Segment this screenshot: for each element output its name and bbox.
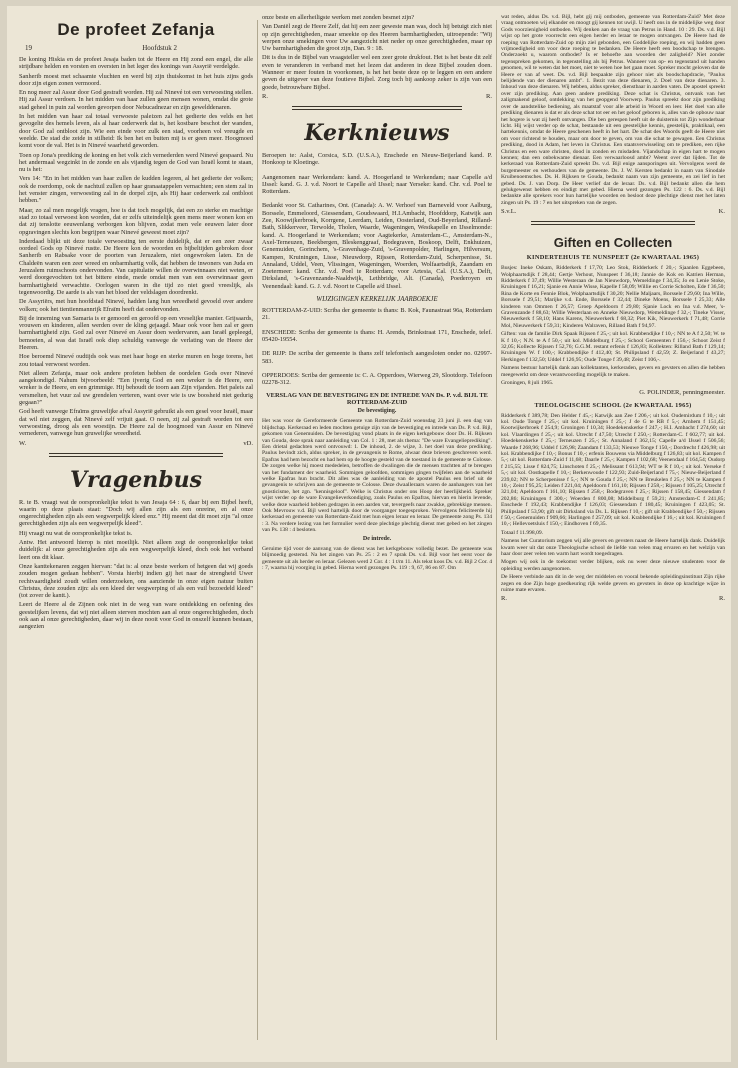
signature-line <box>19 440 253 447</box>
vragenbus-body <box>19 499 253 631</box>
paragraph: R. te B. vraagt wat de oorspronkelijke tekst is van Jesaja 64 : 6, daar bij een Bijbel heeft, waarin op deze plaats staat: "Doch wij allen zijn als een onreine, en al onze ongerechtigheden zijn als een wegwerpelijk kleed enz." Hij meent dat dit moet zijn "al onze gerechtigheden zijn als een wegwerpelijk kleed". <box>19 498 253 528</box>
paragraph: Groningen, 8 juli 1965. <box>501 380 554 387</box>
column-right <box>501 6 725 1056</box>
chapter-number: 19 <box>25 44 32 52</box>
paragraph: Vers 14: "En in het midden van haar zullen de kudden legeren, al het gedierte der volken; ook de roerdomp, ook de nachtuil zullen op haar granaatappelen vernachten; een stem zal in het venster zingen, verwoesting zal in de dorpel zijn, als Hij haar cederwerk zal ontbloot hebben." <box>19 175 253 205</box>
signature-right: G. POLINDER, penningmeester. <box>639 388 725 396</box>
paragraph: Leert de Heere al de Zijnen ook niet in de weg van ware ontdekking en oefening des geestelijken levens, dat wij niet alleen sterven mochten aan al onze ongerechtigheden, doch ook aan al onze gerechtigheden, daar wij in deze nooit voor God in onszelf kunnen bestaan, aangezien <box>19 601 253 631</box>
school-body <box>501 413 725 594</box>
signature-left: R. <box>262 92 268 100</box>
column-middle <box>262 6 492 1056</box>
paragraph: In het midden van haar zal totaal verwoeste paleizen zal het gedierte des velds en het gevogelte des hemels leven, als al haar cederwerk dat is, het kostbare beschot der wanden, door God zal ontbloot zijn. Wie een einde voor zulk een stad, voorheen vol vreugde en weelde. De stad die zeide in stilheid: Ik ben het en buiten mij is er geen meer. Hoogmoed komt voor de val. Het is in Ninevé waarheid geworden. <box>19 113 253 150</box>
signature-left: W. <box>19 439 27 447</box>
signature-right: R. <box>719 595 725 603</box>
signature-line <box>501 389 725 396</box>
paragraph: Namens het Curatorium zeggen wij alle gevers en gevsters naast de Heere hartelijk dank. Duidelijk kwam weer uit dat onze Theologische school de liefde van velen mag ervaren en het welzijn van haar door zeer velen ten warm hart wordt toegedragen. <box>501 538 725 558</box>
paragraph: Giften: van de familie Dirk Spaak Rijssen f 25,-; uit kol. Krabbendijke f 10,-; NN te A f 2,50; W. te K f 10,-; N.N. te A f 50,-; uit kol. Middelburg f 25,-; School Gemeenten f 156,-; Schoot Zeist f 32,05; Kollecte Rijssen f 52,76; G.G.M. restant erfenis f 126,83; Kollekten: Rilland Bath f 129,14; Kruiningen W. f 100,-; Krabbendijke f 412,40; St. Philipsland f 42,59; Z. Beijerland f 43,27; Herkingen f 132,50; Uddel f 126,95; Oude Tonge f 39,48; Zeist f 106,-. <box>501 331 725 363</box>
address-entry: OPPERDOES: Scriba der gemeente is: C. A. Opperdoes, Wierweg 29, Slootdorp. Telefoon 02278-312. <box>262 371 492 387</box>
column-left <box>19 6 253 1056</box>
article-title: De profeet Zefanja <box>57 20 215 39</box>
vragenbus-title: Vragenbus <box>69 466 203 493</box>
intrede-body <box>262 546 492 572</box>
paragraph: Hoe beroemd Ninevé oudtijds ook was met haar hoge en sterke muren en hoge torens, het zou totaal verwoest worden. <box>19 353 253 368</box>
divider <box>49 453 223 457</box>
paragraph: De koning Hiskia en de profeet Jesaja baden tot de Heere en Hij zond een engel, die alle strijdbare helden en vorsten en oversten in het leger des konings van Assyrië verdelgde. <box>19 56 253 71</box>
newspaper-page <box>7 6 731 1062</box>
verslag-heading: VERSLAG VAN DE BEVESTIGING EN DE INTREDE VAN Ds. P. v.d. BIJL TE ROTTERDAM-ZUID <box>266 392 488 407</box>
paragraph: Ridderkerk f 389,78; Den Helder f 45,-; Katwijk aan Zee f 206,-; uit kol. Oudemirdum f 10,-; uit kol. Oude Tonge f 25,-; uit kol. Kruiningen f 25,-; J de G te RB f 5,-; Arnhem f 151,45; Kootwijkerbroek f 254,9; Groningen f 10,34; Hoedekenskerke f 247,-; H.I. Ambacht f 274,60; uit kol. Vlaardingen f 25,-; uit kol. Utrecht f 47,50; Utrecht f 250,-; Rotterdam-C. f 602,77; uit kol. Hoedekenskerke f 25,-; Terneuzen f 25,-; St. Annaland f 362,15; Capelle a/d IJssel f 506,56; Waarde f 268,96; Uddel f 126,98; Zaandam f 133,53; Nieuwe Tonge f 150,-; Dordrecht f 426,98; uit kol. Krabbendijke f 10,-; Bonus f 10,-; erfenis Bouwens via Middelburg f 126,83; uit kol. Kampen f 5,-; uit kol. Rotterdam-Zuid f 11,68; Daarle f 25,-; Kampen f 102,68; Veenendaal f 164,54; Oudorp f 215,55; Lisse f 824,75; Linschoten f 25,-; Melissant f 613,94; WT te R f 10,-; uit kol. Yerseke f 5,-; uit kol. Oostkapelle f 10,-; Berkenwoude f 122,93; Zuid-Beijerland f 75,-; Nieuw-Beijerland f 239,02; NN te Scherpenisse f 5,-; NN te Gouda f 25,-; NN te Breukelen f 25,-; NN te Kampen f 10,-; Zeist f 95,25; Leiden f 221,04; Apeldoorn f 161,10; Rijssen f 258,-; Rijssen f 105,25; Utrecht f 321,04; Apeldoorn f 161,10; Rijssen f 258,-; Bodegraven f 25,-; Rijssen f 158,45; Giessendam f 202,86; Kruiningen f 300,-; Woerden f 800,08; Middelburg f 59,21; Amsterdam-C f 241,85; Enschede f 192,43; Krabbendijke f 126,03; Giessendam f 180,45; Kruiningen f 423,05; St. Philipsland f 53,90; gift uit Dirksland via Ds. L. Rijksen f 10,-; gift uit Krabbendijke f 50,-; Rijssen f 50,-; Genemuiden f 909,66; Harlingen f 257,09; uit kol. Krabbendijke f 16,-; uit kol. Kruiningen f 10,-; Hellevoetsluis f 150,-; Eindhoven f 69,35. <box>501 412 725 528</box>
paragraph: God heeft vanwege Efraïms gruwelijke afval Assyrië gebruikt als een gesel voor Israël, maar dat wil niet zeggen, dat Ninevé zelf vrijuit gaat. O neen, zij zal gestraft worden tot een verwoesting, droog als een woestijn. De Heere zal de hoogmoed van Assur en Ninevé vernederen, vanwege hun gruwelijke wreedheid. <box>19 408 253 438</box>
paragraph: wat reden, aldus Ds. v.d. Bijl, hebt gij mij ontboden, gemeente van Rotterdam-Zuid? Met deze vraag ontmoeten wij elkander en moogt gij kennen tot uwijl. U heeft ons in de middelijke weg door Gods voorzienigheid ontboden. Wij denken aan de vraag van Petrus in Hand. 10 : 29. Ds. v.d. Bijl wijst op het grote voorrecht een eigen herder en leraar te mogen ontvangen. De Heere had de roeping van Rotterdam-Zuid op mijn ziel gebonden, een Goddelijke roeping, en wij hadden geen vrijmoedigheid om voor deze roeping te bedanken. De Heere heeft een boodschap te brengen. Onderzoekt u, waarom ontbodet? Is er behoefte aan woorden der zaligheid? Niet zonder tegenspreken gekomen, in tegenstelling als bij Petrus. Wanneer van op- en tegenstand uit handen genomen, wil te weten dat het moet, niet te weten hoe het gaan moet. Spreker mocht geloven dat de Heere er van af weet. Ds. v.d. Bijl bespaakte zijn gehoor niet als boodschapdracie, "Paulus belijdende van der dienaren ambt". 1. Bezit van deze dienaren, 2. Doel van deze dienaren. 3. Inhoud van deze dienaren. Wij hebben, aldus spreker, dienstbaar in aarden vaten. De apostel spreekt over zijn prediking. Aan geen andere prediking. Deze schat is Christus, ontvank van het zaligmakend geloof, ontdekking van het geopgend Voorwerp. Paulus spreekt door zijn prediking over de aandstelike bediening, als maatstaf voor alle arbeid in Woord en leer. Het doel van alle prediking dienaren is dat er als deze schat tot eer en het geloof geboren is, alles van de opbouw naar het hogere is wat zij heeft ontvangen. Die ben gerespen heeft uit de duisternis tot Zijn wonderbaar licht. Hij wijst verder op de schat, bestaande uit een geestelijke kennis, geestelijk, praktikaal, een hartekennis, omdat de Heere geschenen heeft in het hart. De schat des Woords geeft de Heere niet om voor richtend te houden, maar om door te geven, om van die schat te gewagen. Een Christus prediking, dood in Adam, het leven in Christus. Een staatsverwisseling om te prediken, een rijke Christus en een ware christen, dood in zonden en misdaden. Vijandschap in eigen hart te mogen kennen; dan een onbekwame dienaar. Een verwaarloosd ambt? Weent over dat lijden. Tot de kerkeraad van Rotterdam-Zuid spreekt Ds. v.d. Bijl enige aansporingen uit. Vervolgens werd de burgemeester en wethouders van de gemeente. Ds. J. W. Kersten bedankt in naam van Sinodale Kruibenoemsches. Ds. H. Rijksen te Gouda, bedankt naam van zijn gemeente, en zei lief in het gebed. Ds. J. van Dorp. De Heer verlief dat de leraar. Ds. v.d. Bijl bedankt allen die hem gelukgewenst hebben en eindigt met gebed. Hierna werd gezongen Ps. 122 : 6. Ds. v.d. Bijl bedankte alle sprekers voor hun hartelijke woorden en besloot deze plechtige dienst met het laten zingen uit Ps. 19 : 7 en het uitspreken van de zegen. <box>501 14 725 206</box>
paragraph: De Heere verbinde aan dit in de weg der middelen en vooral bekende opleidingsinstituut Zijn rijke zegen en doe Zijn hoge goedkeuring rijk welde gevers en gevsters in deze op krachtige wijze in ruime mate ervaren. <box>501 574 725 594</box>
signature-line <box>262 93 492 100</box>
jaarboekje-heading: WIJZIGINGEN KERKELIJK JAARBOEKJE <box>316 296 438 304</box>
chapter-label: Hoofdstuk 2 <box>142 44 177 52</box>
paragraph: Inderdaad blijkt uit deze totale verwoesting ten eerste duidelijk, dat er een zeer zwaar oordeel Gods op Ninevé rustte. De Heere kon de woorden en bijbeltijden gebroken door Sanherib en Rabsake voor de poorten van Jeruzalem, niet ongewroken laten. En de Chaldeën waren een zeer wreed en onbarmhartig volk, dat hebben de inwoners van Juda en Jeruzalem ruimschoots ondervonden. Van capitulatie willen de overwinnaars niet weten, er werd doorgevochten tot het bittere einde, mede omdat men van een overwinnaar geen barmhartigheid verwachtte. Oorlogen waren in die tijd zo niet goed vreeslijk, als tegenwoordig. De aarde is als van het bloed der veldslagen doordrenkt. <box>19 237 253 296</box>
paragraph: Aangenomen naar Werkendam: kand. A. Hoogerland te Werkendam; naar Capelle a/d IJssel: kand. G. J. v.d. Noort te Capelle a/d IJssel; naar Yerseke: kand. Chr. v.d. Poel te Rotterdam. <box>262 173 492 196</box>
intrede-continued <box>501 14 725 206</box>
giften-title: Giften en Collecten <box>553 235 673 251</box>
paragraph: Namens bestuur hartelijk dank aan kollektanten, kerkeraden, gevers en gevsters en allen die hebben meegewerkt om deze verantwoording mogelijk te maken. <box>501 365 725 378</box>
paragraph: Maar, zo zal men mogelijk vragen, hoe is dat toch mogelijk, dat een zo sterke en machtige stad zo totaal verwoest kon worden, dat er zelfs uiteindelijk geen mens meer wonen kon en dat zij tenslotte eeuwenlang verborgen kon blijven, zodat men vele eeuwen later door opgravingen slechts kon begrijpen waar Ninevé geweest moet zijn? <box>19 206 253 236</box>
address-entry: DE RIJP: De scriba der gemeente is thans zelf telefonisch aangesloten onder no. 02997-583. <box>262 350 492 365</box>
paragraph: Beroepen te: Aalst, Corsica, S.D. (U.S.A.), Enschede en Nieuw-Beijerland kand. P. Honkoop te Kloetinge. <box>262 151 492 167</box>
paragraph: Mogen wij ook in de toekomst verder blijken, ook nu weer deze nieuwe studenten voor de opleiding werden aangenomen. <box>501 559 725 572</box>
column-rule <box>496 20 497 1040</box>
signature-right: R. <box>486 92 492 100</box>
paragraph: Toen op Jona's prediking de koning en het volk zich vernederden werd Ninevé gespaard. Nu het andermaal wegzinkt in de zonde en als vijandig tegen de God van Israël komt te staan, nu is het: <box>19 151 253 174</box>
kindertehuis-heading: KINDERTEHUIS TE NUNSPEET (2e KWARTAAL 1965) <box>526 254 700 262</box>
address-entry: ENSCHEDE: Scriba der gemeente is thans: H. Arends, Brinkstraat 171, Enschede, telef. 05420-19554. <box>262 328 492 343</box>
paragraph: Hij vraagt nu wat de oorspronkelijke tekst is. <box>19 529 133 537</box>
paragraph: Antw. Het antwoord hierop is niet moeilijk. Niet alleen zegt de oorspronkelijke tekst duidelijk: al onze gerechtigheden zijn als een wegwerpelijk kleed, doch ook het verband leert ons dit klaar. <box>19 539 253 561</box>
signature-right: K. <box>718 208 725 216</box>
signature-left: R. <box>501 595 507 603</box>
signature-line <box>501 208 725 215</box>
signature-left: S.v.L. <box>501 208 517 216</box>
column-rule <box>257 20 258 1040</box>
divider <box>292 106 462 110</box>
kerknieuws-title: Kerknieuws <box>304 119 450 146</box>
signature-line <box>501 595 725 602</box>
paragraph: Van Daniël zegt de Heere Zelf, dat hij een zeer geweste man was, doch hij betuigt zich niet op zijn gerechtigheden, maar smeekte op des Heeren barmhartigheden, uitroepende: "Wij werpen onze smekingen voor Uw aangezicht niet neder op onze gerechtigheden, maar op Uw barmhartigheden die groot zijn, Dan. 9 : 18. <box>262 23 492 53</box>
giften-body <box>501 265 725 386</box>
verslag-subheading: De bevestiging. <box>357 408 397 415</box>
verslag-body <box>262 418 492 533</box>
paragraph: Busjes: Ineke Oskam, Ridderkerk f 17,70; Leo Stok, Ridderkerk f 20,-; Sjaanlen Eggebeen, Wolphaartsdijk f 28,44; Gertje Verhout, Nunspeet f 36,18; Jannie de Kok en Katrien Herman, Ridderkerk f 37,49; Willie Westeraan de Jan Nieuwdorp, Wemeldinge f 34,35; Jo en Lenie Stoke, Kruiningen f 16,21; Sjanie en Annie Wisse, Kapelle f 58,09; Willie en Corrie Scholten, Ede f 36,50; Rina de Korte en Fennie Blok, Wolphaartsdijk f 30,20; Nellie Maljaars, Borssele f 29,60; Ina Wille, Borssele f 29,51; Marijke v.d. Ende, Borssele f 32,44; Dineke Moens, Borssele f 25,33; Alle kinderen van Ommen f 26,57; Groep Apeldoorn f 29,80; Sjanie Lock en Ina v.d. Meer, 's-Gravenzande f 88,63; Willie Westerlaan en Anneke Nieuwdorp, Wemeldinge f 32,-; Tineke Visser, Nieuwerkerk f 58,10; Hans Karens, Nieuwerkerk f 68,32; Piet Kik, Nieuwerkerk f 71,48; Corrie Mol, Nieuwerkerk f 59,31; Kinderen Walraven, Rilland Bath f 94,97. <box>501 265 725 329</box>
theologische-school-heading: THEOLOGISCHE SCHOOL (2e KWARTAAL 1965) <box>534 401 692 409</box>
address-entry: ROTTERDAM-Z-UID: Scriba der gemeente is thans: B. Kok, Faunastraat 96a, Rotterdam 21. <box>262 307 492 322</box>
paragraph: Totaal f 11.998,09. <box>501 529 544 536</box>
chapter-line <box>25 44 247 52</box>
paragraph: Dit is dus in de Bijbel van vraagsteller wel een zeer grote drukfout. Het is het beste dit zelf even te veranderen in verband met het lezen dat anderen in deze Bijbel zouden doen. Wanneer er meer fouten in voorkomen, is het het beste deze op te leggen en een andere geven de uitgever van deze foutieve Bijbel. Zorg toch bij aankoop zeker is zijn van een goede, betrouwbare Bijbel. <box>262 54 492 91</box>
paragraph: De Assyriërs, met hun hoofdstad Ninevé, hadden lang hun wreedheid gevoeld over andere volken; ook het tientienmannrijk Efraïm heeft dat ondervonden. <box>19 298 253 313</box>
paragraph: En nog meer zal Assur door God gestraft worden. Hij zal Ninevé tot een verwoesting stellen. Hij zal Assur verdoen. In het midden van haar zullen geen mensen wonen, omdat die grote stad geheel in puin zal worden gevorpen door Nebucadnezar en zijn gewelddenaren. <box>19 89 253 111</box>
article-body <box>19 56 253 438</box>
divider <box>531 221 695 225</box>
paragraph: Niet alleen Zefanja, maar ook andere profeten hebben de oordelen Gods over Ninevé aangekondigd. Nahum bijvoorbeeld: "Een ijverig God en een wreker is de Heere, een wreker is de Heere, en een grimmige. Hij behoudt de toorn aan Zijn vijanden. Het paleis zal versmelten, het vuur zal uw grendelen verteren, want over wie is uw boosheid niet gedurig gegaan?" <box>19 369 253 407</box>
paragraph: Bij de inneming van Samaria is er gemoord en geroofd op een vreselijke manier. Grijsaards, vrouwen en kinderen, allen werden over de kling gejaagd. Maar ook voor hen zal er geen barmhartigheid zijn. God zal over Ninevé en Assur doen wedervaren, aan Israël gepleegd, bemoeien, al was dat Israël ook diep schuldig vanwege de verlating van de Heere der Heeren. <box>19 314 253 351</box>
paragraph: Onze kanttekenaren zeggen hiervan: "dat is: al onze beste werken of hetgeen dat wij goeds zouden mogen gedaan hebben". Vorsta hierbij indien gij het naar de strengheid Uwer rechtvaardigheid zoudt willen onderzoeken, ons aanziende in onze eigen natuur buiten Christus, deze zouden zijn: als een kleed der wegwerping of als een vuil bezoedeld kleed" (tot zover de kantt.). <box>19 562 253 600</box>
paragraph: onze beste en allerheiligste werken met zonden besmet zijn? <box>262 14 415 21</box>
signature-right: vD. <box>243 439 253 447</box>
paragraph: Sanherib moest met schaamte vluchten en werd bij zijn thuiskomst in het huis zijns gods door zijn eigen zonen vermoord. <box>19 72 253 87</box>
paragraph: Het was voor de Gereformeerde Gemeente van Rotterdam-Zuid woensdag 23 juni jl. een dag van blijdschap. Kerkeraad en leden mochten getuige zijn van de bevestiging en intrede van Ds. P. v.d. Bijl, gekomen van Genemuiden. De bevestiging vond plaats in de eigen kerkgebouw door Ds. H. Rijksen van Gouda, deze sprak naar aanleiding van Col. 1 : 28, met als thema: "De ware Evangelieprediking". Een drietal gedachten werd ontvouwd: 1. De inhoud, 2. de wijze, 3. het doel van deze prediking. Paulus bevindt zich, aldus spreker, in de gevangenis te Rome, alwaar deze brieven geschreven werd. Epafras had hem bezocht en had hem op de hoogte gesteld van de toestand in de gemeente te Colosse. De zorgen welke hij moest mededelen, betroffen de dwalingen die de mensen trachtten af te brengen van het fundament der waarheid. Sommigen geloofden, sommigen gingen twijfelen aan de waarheid welke Epafras hun bracht. Dit alles was de aanleiding van de apostel Paulus een brief uit de gevangenis te schrijven aan de gemeente te Colosse. Deze dwaalleraars waren de aanhangers van het gnosticisme, het zgn. "kennisgeloof". Welke is Christus onder ons Hoop der heerlijkheid. Spreker wijst verder op de ware Evangelieverkondiging, zoals Paulus en Epafras, hiervan en hierin levende, welke deze waarheid hebben gedragen in een aarden vat, tevergeefs naar zwakke, gebrekkige mensen. Ook Mevrouw v.d. Bijl werd hartelijk door de voorganger toegesproken. Vervolgens feliciteerde hij kerkeraad en gemeente van Rotterdam-Zuid met hun eigen leraar en leraar. De gemeente zong Ps. 134 : 3. Na verdere lezing van het formulier werd deze plechtige plechtig dienst met gebed en het zingen van Ps. 138 : 4 besloten. <box>262 418 492 534</box>
intrede-subheading: De intrede. <box>362 535 392 542</box>
paragraph: Geruime tijd voor de aanvang van de dienst was het kerkgebouw volledig bezet. De gemeente was blijmoedig gestemd. Na het zingen van Ps. 25 : 2 en 7 sprak Ds. v.d. Bijl voor het eerst voor de gemeente uit als herder en leraar. Gelezen werd 2 Cor. 4 : 1 t/m 11. Als tekst koos Ds. v.d. Bijl 2 Cor. 4 : 7, waarna hij voorging in gebed. Hierna werd gezongen Ps. 119 : 9, 67, 86 en 87. Om <box>262 545 492 571</box>
paragraph: Bedankt voor St. Catharines, Ont. (Canada): A. W. Verhoef van Barneveld voor Aalburg, Borssele, Emmeloord, Giessendam, Goudswaard, H.I.Ambacht, Hoofddorp, Katwijk aan Zee, Koowijkerbroek, Korrgene, Leerdam, Leiden, Oosterland, Oud-Beyerland, Rilland-Bath, Slikkerveer, Terwolde, Tholen, Waarde, Wageningen, Westkapelle en IJsselmonde: kand. A. Hoogerland te Werkendam; voor Aagtekerke, Amsterdam-C., Amsterdam-N., Axel-Terneuzen, Beekbergen, Bleskenggraaf, Bodegraven, Boskoop, Delft, Enkhuizen, Genemuiden, Gorinchem, 's-Gravenhage-Zuid, 's-Gravenpolder, Harlingen, Hilversum, Kampen, Kruiningen, Lisse, Nieuwdorp, Rijssen, Rotterdam-Zuid, Scherpenisse, St. Annaland, Uddel, Veen, Vlissingen, Wageningen, Woerden, Wolfaartsdijk, Zaandam en Zoetermeer: kand. Chr. v.d. Poel te Rotterdam; voor Artesia, Cal. (U.S.A.), Delft, Dirksland, 's-Gravenzande-Naaldwijk, Lethbridge, Alt. (Canada), Poederoyen en Veenendaal: kand. G. J. v.d. Noort te Capelle a/d IJssel. <box>262 202 492 290</box>
